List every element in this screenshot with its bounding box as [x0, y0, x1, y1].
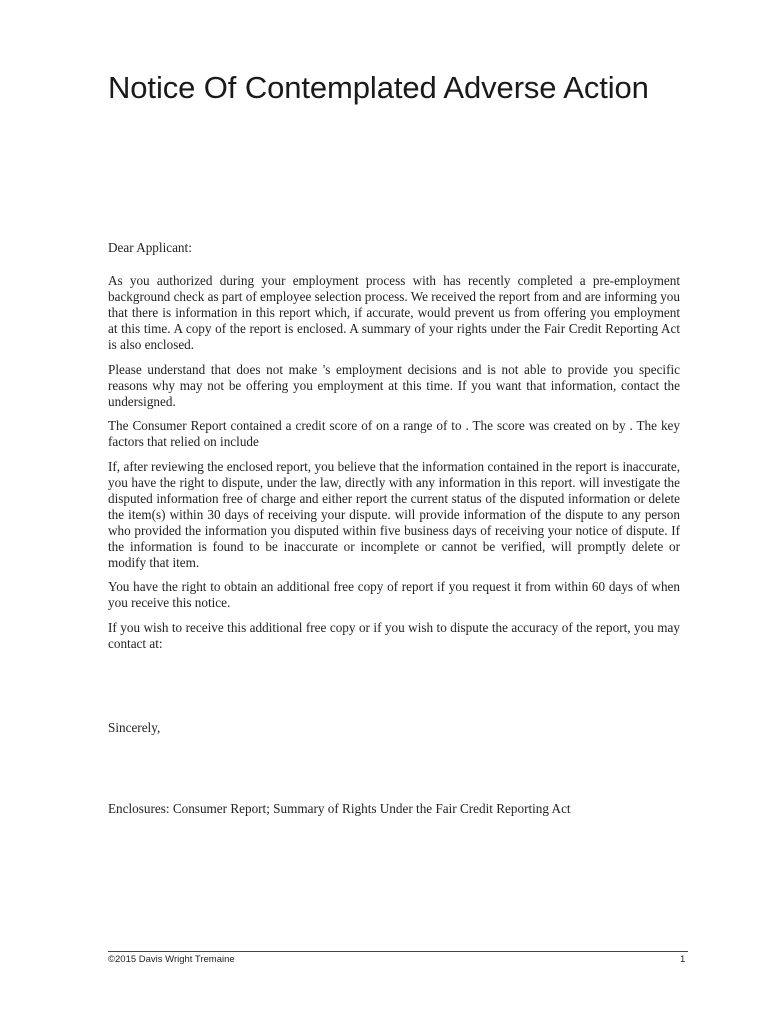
salutation: Dear Applicant: — [108, 240, 192, 255]
closing: Sincerely, — [108, 720, 161, 735]
paragraph-understanding: Please understand that does not make 's employment decisions and is not able to provide you specific reasons why may not be offering you employment at this time. If you want that information, contact the undersigned. — [108, 361, 680, 409]
letter-body — [108, 240, 680, 660]
footer-copyright: ©2015 Davis Wright Tremaine — [108, 954, 235, 965]
enclosures-note: Enclosures: Consumer Report; Summary of Rights Under the Fair Credit Reporting Act — [108, 801, 571, 816]
paragraph-authorization: As you authorized during your employment process with has recently completed a pre-employment background check as part of employee selection process. We received the report from and are informing you that there is information in this report which, if accurate, would prevent us from offering you employment at this time. A copy of the report is enclosed. A summary of your rights under the Fair Credit Reporting Act is also enclosed. — [108, 273, 680, 352]
footer-divider — [108, 951, 688, 952]
paragraph-free-copy: You have the right to obtain an additional free copy of report if you request it from within 60 days of when you receive this notice. — [108, 579, 680, 610]
page-number: 1 — [680, 954, 686, 965]
paragraph-credit-score: The Consumer Report contained a credit score of on a range of to . The score was created on by . The key factors that relied on include — [108, 418, 680, 449]
page-title: Notice Of Contemplated Adverse Action — [108, 70, 649, 105]
paragraph-dispute-rights: If, after reviewing the enclosed report, you believe that the information contained in the report is inaccurate, you have the right to dispute, under the law, directly with any information in this report. will investigate the disputed information free of charge and either report the current status of the disputed information or delete the item(s) within 30 days of receiving your dispute. will provide information of the dispute to any person who provided the information you disputed within five business days of receiving your notice of dispute. If the information is found to be inaccurate or incomplete or cannot be verified, will promptly delete or modify that item. — [108, 458, 680, 570]
paragraph-contact: If you wish to receive this additional free copy or if you wish to dispute the accuracy of the report, you may contact at: — [108, 619, 680, 651]
